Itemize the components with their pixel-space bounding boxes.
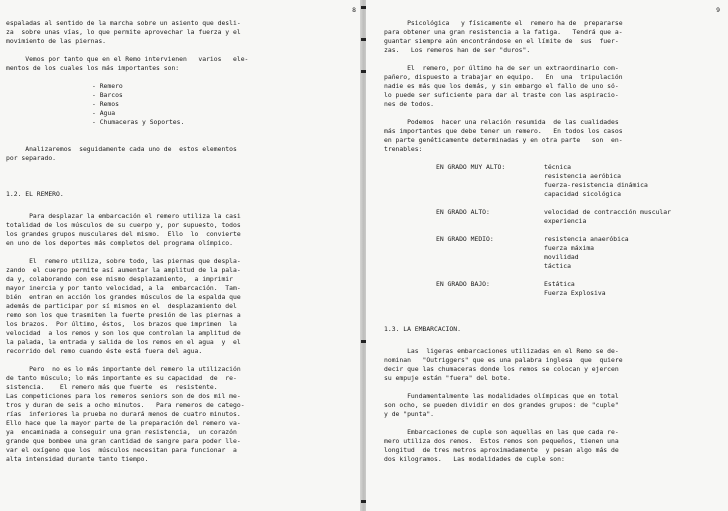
left-page bbox=[0, 0, 362, 511]
text-line: para obtener una gran resistencia a la fatiga. Tendrá que a- bbox=[384, 28, 623, 36]
text-line: rías inferiores la prueba no durará menos de cuatro minutos. bbox=[6, 410, 241, 418]
grade-value: resistencia aeróbica bbox=[544, 172, 621, 180]
paragraph bbox=[6, 212, 356, 248]
grade-values bbox=[544, 163, 648, 199]
page-number: 9 bbox=[716, 6, 720, 14]
text-line: movimiento de las piernas. bbox=[6, 37, 107, 45]
quality-grade-row bbox=[384, 208, 720, 226]
text-line: más importantes que debe tener un remero. En todos los casos bbox=[384, 127, 623, 135]
text-line: da y, colaborando con ese mismo desplazamiento, a imprimir bbox=[6, 275, 234, 283]
text-line: son ocho, se pueden dividir en dos grandes grupos: de "cuple" bbox=[384, 401, 619, 409]
grade-value: táctica bbox=[544, 262, 571, 270]
grade-value: Estática bbox=[544, 280, 575, 288]
text-line: mentos de los cuales los más importantes son: bbox=[6, 64, 180, 72]
quality-grade-row bbox=[384, 163, 720, 199]
text-line: pañero, dispuesto a trabajar en equipo. En una tripulación bbox=[384, 73, 623, 81]
text-line: bién entran en acción los grandes músculos de la espalda que bbox=[6, 293, 241, 301]
text-line: guantar siempre aún encontrándose en el límite de sus fuer- bbox=[384, 37, 619, 45]
text-line: Vemos por tanto que en el Remo intervienen varios ele- bbox=[6, 55, 249, 63]
paragraph bbox=[384, 392, 720, 419]
text-line: en uno de los deportes más completos del programa olímpico. bbox=[6, 239, 234, 247]
text-line: por separado. bbox=[6, 154, 57, 162]
text-line: Ello hace que la mayor parte de la preparación del remero va- bbox=[6, 419, 241, 427]
paragraph bbox=[6, 365, 356, 464]
text-line: Podemos hacer una relación resumida de las cualidades bbox=[384, 118, 619, 126]
grade-value: capacidad sicológica bbox=[544, 190, 621, 198]
text-line: Psicológica y físicamente el remero ha de prepararse bbox=[384, 19, 623, 27]
list-item: - Remos bbox=[92, 100, 119, 108]
grade-label: EN GRADO MUY ALTO: bbox=[436, 163, 506, 171]
page-number: 8 bbox=[352, 6, 356, 14]
right-page bbox=[366, 0, 728, 511]
grade-label: EN GRADO BAJO: bbox=[436, 280, 490, 288]
paragraph bbox=[384, 347, 720, 383]
text-line: alta intensidad durante tanto tiempo. bbox=[6, 455, 149, 463]
text-line: totalidad de los músculos de su cuerpo y, por supuesto, todos bbox=[6, 221, 241, 229]
section-heading: 1.3. LA EMBARCACION. bbox=[384, 325, 461, 333]
text-line: ya encaminada a conseguir una gran resistencia, un corazón bbox=[6, 428, 237, 436]
text-line: de tanto músculo; lo más importante es su capacidad de re- bbox=[6, 374, 237, 382]
text-line: remo son los que trasmiten la fuerte presión de las piernas a bbox=[6, 311, 241, 319]
text-line: Las competiciones para los remeros seniors son de dos mil me- bbox=[6, 392, 241, 400]
list-item: - Barcos bbox=[92, 91, 123, 99]
text-line: Embarcaciones de cuple son aquellas en las que cada re- bbox=[384, 428, 619, 436]
text-line: lo puede ser suficiente para dar al traste con las aspiracio- bbox=[384, 91, 619, 99]
text-line: su empuje están "fuera" del bote. bbox=[384, 374, 511, 382]
text-line: nadie es más que los demás, y sin embargo el fallo de uno só- bbox=[384, 82, 619, 90]
text-line: nominan "Outriggers" que es una palabra inglesa que quiere bbox=[384, 356, 623, 364]
grade-value: velocidad de contracción muscular bbox=[544, 208, 671, 216]
text-line: grande que bombee una gran cantidad de sangre para poder lle- bbox=[6, 437, 241, 445]
text-line: además de participar por sí mismos en el desplazamiento del bbox=[6, 302, 237, 310]
list-item: - Chumaceras y Soportes. bbox=[92, 118, 185, 126]
paragraph bbox=[384, 19, 720, 55]
text-line: los brazos. Por último, éstos, los brazos que imprimen la bbox=[6, 320, 237, 328]
grade-value: Fuerza Explosiva bbox=[544, 289, 606, 297]
text-line: tros y duran de seis a ocho minutos. Para remeros de catego- bbox=[6, 401, 245, 409]
grade-value: técnica bbox=[544, 163, 571, 171]
text-line: recorrido del remo cuando éste está fuera del agua. bbox=[6, 347, 203, 355]
grade-values bbox=[544, 208, 671, 226]
text-line: var el oxígeno que los músculos necesitan para funcionar a bbox=[6, 446, 237, 454]
grade-value: fuerza-resistencia dinámica bbox=[544, 181, 648, 189]
paragraph bbox=[6, 55, 356, 73]
elements-list bbox=[92, 82, 356, 127]
text-line: Para desplazar la embarcación el remero utiliza la casi bbox=[6, 212, 241, 220]
text-line: za sobre unas vías, lo que permite aprovechar la fuerza y el bbox=[6, 28, 241, 36]
text-line: velocidad a los remos y son los que controlan la amplitud de bbox=[6, 329, 241, 337]
quality-grade-row bbox=[384, 235, 720, 271]
grade-value: movilidad bbox=[544, 253, 579, 261]
text-line: nes de todos. bbox=[384, 100, 435, 108]
grade-value: experiencia bbox=[544, 217, 587, 225]
text-line: longitud de tres metros aproximadamente y pesan algo más de bbox=[384, 446, 619, 454]
text-line: y de "punta". bbox=[384, 410, 435, 418]
grade-label: EN GRADO MEDIO: bbox=[436, 235, 494, 243]
paragraph bbox=[384, 118, 720, 154]
text-line: sistencia. El remero más que fuerte es resistente. bbox=[6, 383, 218, 391]
text-line: espaladas al sentido de la marcha sobre un asiento que desli- bbox=[6, 19, 241, 27]
text-line: Las ligeras embarcaciones utilizadas en el Remo se de- bbox=[384, 347, 619, 355]
text-line: los grandes grupos musculares del mismo. Ello lo convierte bbox=[6, 230, 241, 238]
text-line: la palada, la entrada y salida de los remos en el agua y el bbox=[6, 338, 241, 346]
paragraph bbox=[384, 428, 720, 464]
grade-value: resistencia anaeróbica bbox=[544, 235, 629, 243]
text-line: mayor inercia y por tanto velocidad, a la embarcación. Tam- bbox=[6, 284, 241, 292]
text-line: Fundamentalmente las modalidades olímpicas que en total bbox=[384, 392, 619, 400]
text-line: Analizaremos seguidamente cada uno de estos elementos bbox=[6, 145, 237, 153]
list-item: - Agua bbox=[92, 109, 116, 117]
text-line: zando el cuerpo permite así aumentar la amplitud de la pala- bbox=[6, 266, 241, 274]
section-heading: 1.2. EL REMERO. bbox=[6, 190, 64, 198]
paragraph bbox=[6, 257, 356, 356]
text-line: dos kilogramos. Las modalidades de cuple son: bbox=[384, 455, 565, 463]
text-line: en parte genéticamente determinadas y en otra parte son en- bbox=[384, 136, 623, 144]
grade-label: EN GRADO ALTO: bbox=[436, 208, 490, 216]
paragraph bbox=[6, 19, 356, 46]
text-line: decir que las chumaceras donde los remos se colocan y ejercen bbox=[384, 365, 619, 373]
quality-grade-row bbox=[384, 280, 720, 298]
text-line: zas. Los remeros han de ser "duros". bbox=[384, 46, 531, 54]
grade-values bbox=[544, 235, 629, 271]
text-line: trenables: bbox=[384, 145, 423, 153]
text-line: El remero, por último ha de ser un extraordinario com- bbox=[384, 64, 619, 72]
text-line: Pero no es lo más importante del remero la utilización bbox=[6, 365, 241, 373]
text-line: El remero utiliza, sobre todo, las piernas que despla- bbox=[6, 257, 241, 265]
paragraph bbox=[6, 145, 356, 163]
grade-values bbox=[544, 280, 606, 298]
grade-value: fuerza máxima bbox=[544, 244, 595, 252]
list-item: - Remero bbox=[92, 82, 123, 90]
text-line: mero utiliza dos remos. Estos remos son pequeños, tienen una bbox=[384, 437, 619, 445]
paragraph bbox=[384, 64, 720, 109]
